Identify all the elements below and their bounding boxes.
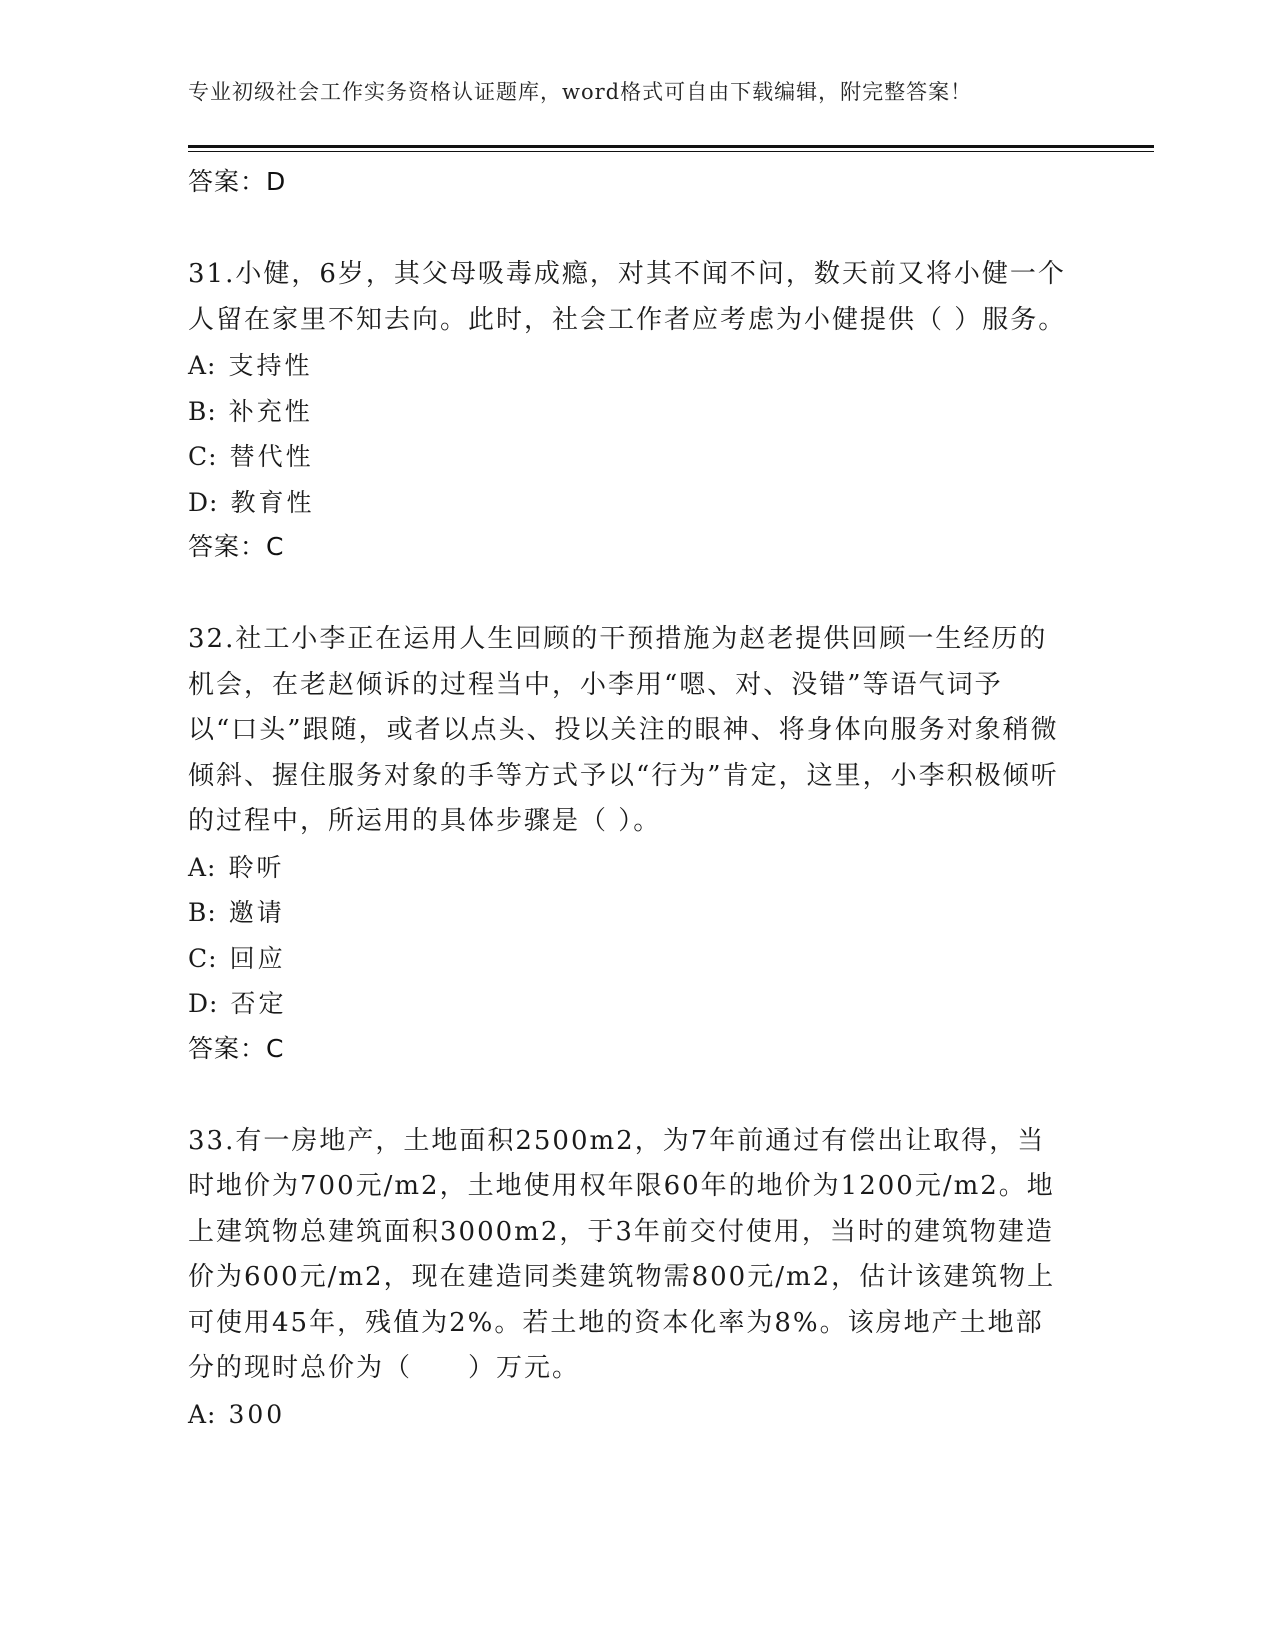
option-text: 支持性 (228, 351, 313, 380)
question-32 (188, 617, 1068, 1071)
option-text: 补充性 (228, 396, 313, 426)
option-key: A: (188, 1399, 217, 1429)
option-text: 替代性 (229, 442, 314, 471)
option-key: B: (188, 898, 217, 927)
option-a (188, 343, 1068, 389)
question-stem: 33.有一房地产，土地面积2500m2，为7年前通过有偿出让取得，当时地价为700元/m2，土地使用权年限60年的地价为1200元/m2。地上建筑物总建筑面积3000m2，于3年前交付使用，当时的建筑物建造价为600元/m2，现在建造同类建筑物需800元/m2，估计该建筑物上可使用45年，残值为2%。若土地的资本化率为8%。该房地产土地部分的现时总价为（ ）万元。 (188, 1125, 1056, 1383)
option-a (188, 1392, 1068, 1438)
answer-label: 答案：C (188, 532, 285, 561)
option-key: D: (188, 989, 219, 1018)
option-text: 邀请 (228, 898, 285, 927)
question-stem: 32.社工小李正在运用人生回顾的干预措施为赵老提供回顾一生经历的机会，在老赵倾诉的过程当中，小李用“嗯、对、没错”等语气词予以“口头”跟随，或者以点头、投以关注的眼神、将身体向服务对象稍微倾斜、握住服务对象的手等方式予以“行为”肯定，这里，小李积极倾听的过程中，所运用的具体步骤是（ ）。 (188, 624, 1059, 836)
question-stem: 31.小健，6岁，其父母吸毒成瘾，对其不闻不问，数天前又将小健一个人留在家里不知去向。此时，社会工作者应考虑为小健提供（ ）服务。 (188, 259, 1067, 335)
question-33 (188, 1119, 1068, 1438)
option-c (188, 936, 1068, 982)
option-key: B: (188, 396, 217, 426)
option-d (188, 480, 1068, 526)
question-31 (188, 252, 1068, 569)
option-text: 教育性 (230, 487, 315, 517)
option-b (188, 890, 1068, 936)
option-text: 聆听 (228, 852, 285, 882)
header-rule-thick (188, 145, 1154, 148)
option-text: 否定 (230, 989, 287, 1018)
option-key: D: (188, 487, 219, 517)
answer-label: 答案：C (188, 1033, 285, 1063)
option-b (188, 389, 1068, 435)
answer-label: 答案：D (188, 167, 287, 196)
document-body (188, 160, 1068, 1437)
option-key: A: (188, 351, 217, 380)
option-key: C: (188, 442, 218, 471)
document-header: 专业初级社会工作实务资格认证题库，word格式可自由下载编辑，附完整答案！ (188, 80, 973, 104)
option-text: 300 (228, 1399, 286, 1429)
header-rule-thin (188, 151, 1154, 152)
option-key: A: (188, 852, 217, 882)
option-a (188, 845, 1068, 891)
option-c (188, 434, 1068, 480)
option-key: C: (188, 943, 218, 973)
option-text: 回应 (229, 943, 286, 973)
option-d (188, 981, 1068, 1027)
